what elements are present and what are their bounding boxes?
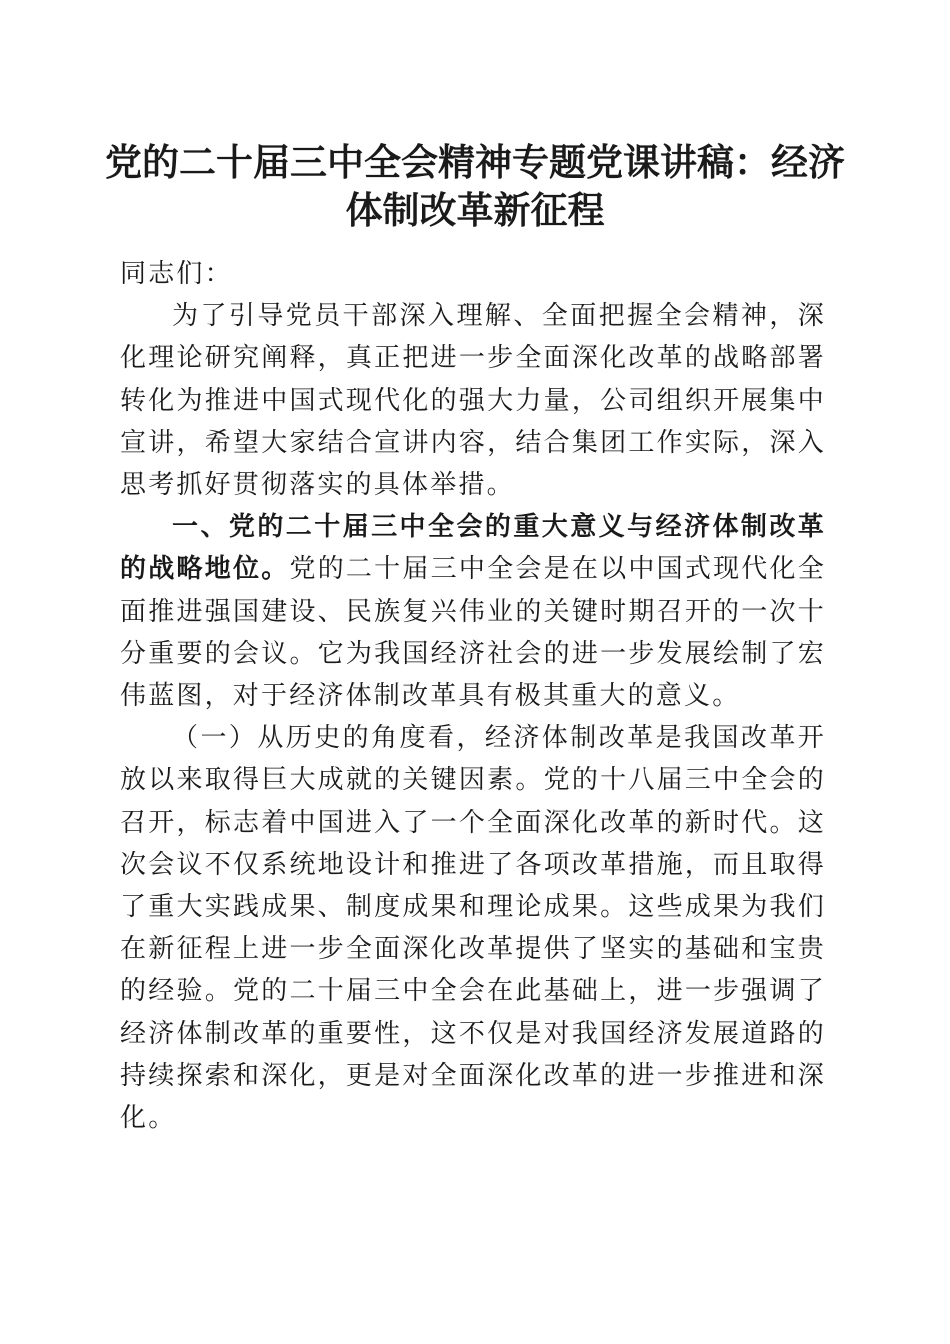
salutation: 同志们： (120, 259, 233, 289)
subsection-1-paragraph (120, 717, 826, 1139)
document-body (120, 253, 826, 1139)
document-title: 党的二十届三中全会精神专题党课讲稿：经济体制改革新征程 (105, 140, 845, 232)
section-1-heading: 一、党的二十届三中全会的重大意义与经济体制改革的战略地位。 (120, 512, 826, 585)
section-1-text: 党的二十届三中全会是在以中国式现代化全面推进强国建设、民族复兴伟业的关键时期召开的一次十分重要的会议。它为我国经济社会的进一步发展绘制了宏伟蓝图，对于经济体制改革具有极其重大的意义。 (120, 554, 826, 712)
subsection-1-heading: （一）从历史的角度看，经济体制改革是我国改革开放以来取得巨大成就的关键因素。 (120, 723, 826, 796)
intro-paragraph: 为了引导党员干部深入理解、全面把握全会精神，深化理论研究阐释，真正把进一步全面深化改革的战略部署转化为推进中国式现代化的强大力量，公司组织开展集中宣讲，希望大家结合宣讲内容，结合集团工作实际，深入思考抓好贯彻落实的具体举措。 (120, 301, 826, 501)
section-1-paragraph (120, 506, 826, 717)
subsection-1-text: 党的十八届三中全会的召开，标志着中国进入了一个全面深化改革的新时代。这次会议不仅系统地设计和推进了各项改革措施，而且取得了重大实践成果、制度成果和理论成果。这些成果为我们在新征程上进一步全面深化改革提供了坚实的基础和宝贵的经验。党的二十届三中全会在此基础上，进一步强调了经济体制改革的重要性，这不仅是对我国经济发展道路的持续探索和深化，更是对全面深化改革的进一步推进和深化。 (120, 765, 826, 1134)
